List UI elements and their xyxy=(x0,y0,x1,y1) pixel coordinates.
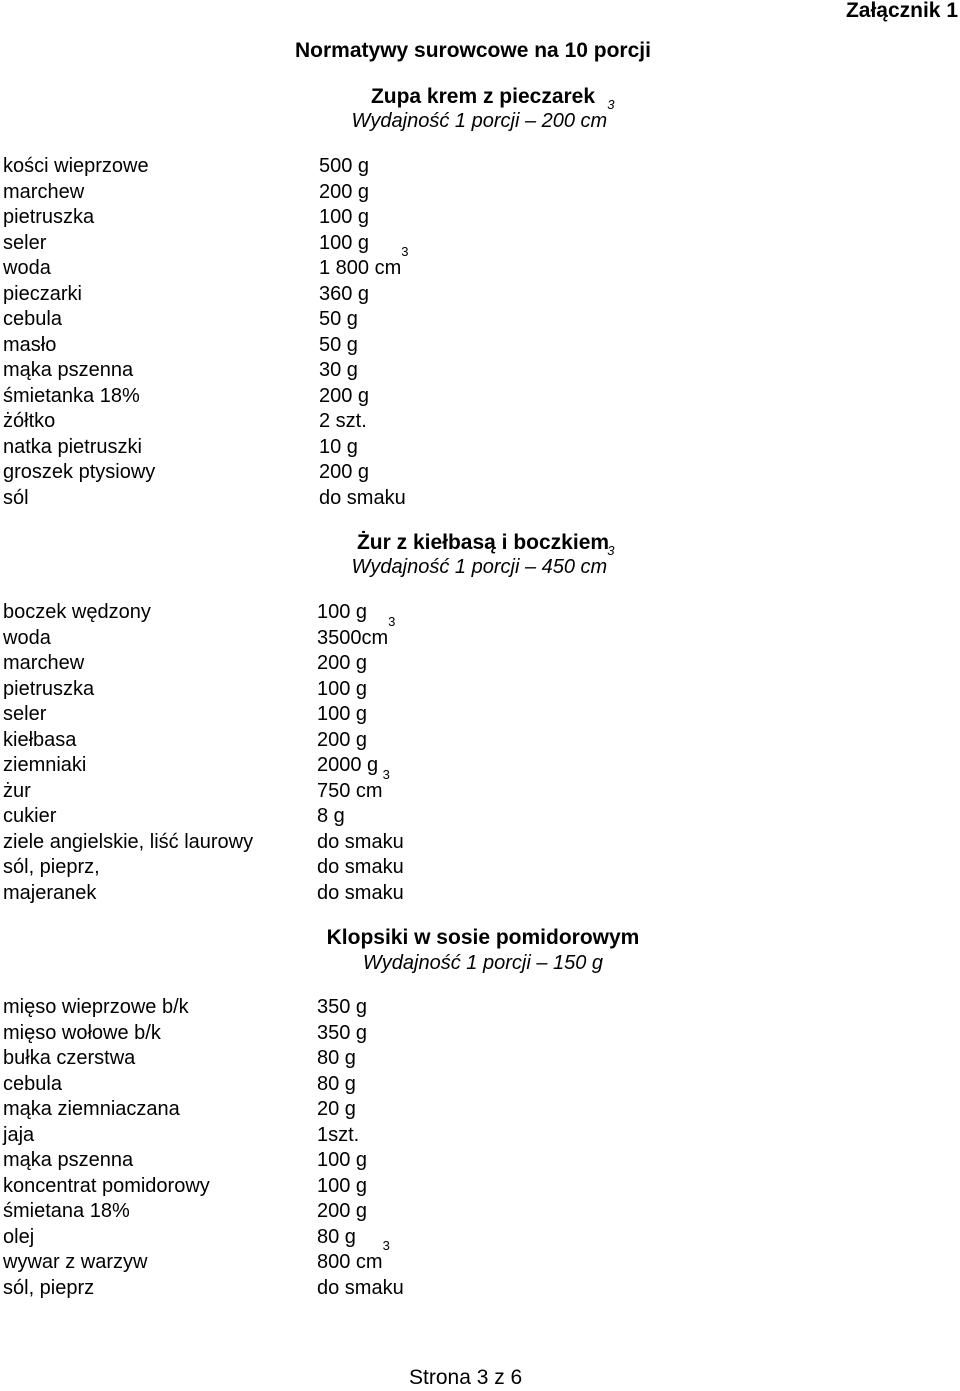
recipe-yield xyxy=(263,543,703,581)
ingredient-name: masło xyxy=(3,333,57,356)
ingredient-quantity xyxy=(317,753,378,779)
ingredient-quantity xyxy=(317,881,404,907)
ingredient-quantity-value: 750 cm xyxy=(317,779,383,802)
ingredient-name: wywar z warzyw xyxy=(3,1251,148,1273)
recipe-yield-text: Wydajność 1 porcji – 450 cm xyxy=(351,556,608,578)
ingredient-quantity xyxy=(319,384,369,410)
ingredient-quantity-value: 30 g xyxy=(319,359,358,381)
ingredient-quantity xyxy=(317,995,367,1021)
ingredient-quantity xyxy=(319,154,369,180)
ingredient-quantity-value: 10 g xyxy=(319,435,358,458)
ingredient-name: cebula xyxy=(3,308,62,330)
ingredient-name: natka pietruszki xyxy=(3,435,142,458)
ingredient-name: marchew xyxy=(3,652,85,674)
ingredient-quantity-value: 360 g xyxy=(319,282,370,305)
ingredient-quantity-value: 3500cm xyxy=(317,626,389,649)
ingredient-name: śmietana 18% xyxy=(3,1200,130,1222)
ingredient-quantity xyxy=(317,1046,356,1072)
ingredient-quantity xyxy=(317,677,367,703)
ingredient-name: sól, pieprz, xyxy=(3,856,100,878)
ingredient-quantity xyxy=(319,435,358,461)
ingredient-name: seler xyxy=(3,231,47,254)
recipe-yield xyxy=(263,951,703,977)
ingredient-quantity-value: 100 g xyxy=(317,601,368,623)
ingredient-quantity-value: 350 g xyxy=(317,996,368,1018)
ingredient-name: pieczarki xyxy=(3,282,82,305)
ingredient-quantity xyxy=(319,231,369,257)
ingredient-quantity-value: 500 g xyxy=(319,155,370,177)
ingredient-quantity-value: 80 g xyxy=(317,1047,356,1069)
ingredient-quantity-value: 200 g xyxy=(319,180,370,203)
ingredient-name: mięso wieprzowe b/k xyxy=(3,996,189,1018)
ingredient-quantity-value: 1szt. xyxy=(317,1123,360,1146)
ingredient-quantity xyxy=(317,702,367,728)
ingredient-quantity-value: 1 800 cm xyxy=(319,257,402,279)
ingredient-quantity-sup: 3 xyxy=(388,613,396,629)
ingredient-name: woda xyxy=(3,257,51,279)
recipe-yield xyxy=(263,97,703,135)
ingredient-name: bułka czerstwa xyxy=(3,1047,136,1069)
ingredient-quantity xyxy=(319,205,369,231)
ingredient-quantity-value: 2000 g xyxy=(317,754,379,776)
ingredient-quantity xyxy=(317,651,367,677)
ingredient-quantity-value: 50 g xyxy=(319,308,358,330)
page-title: Normatywy surowcowe na 10 porcji xyxy=(295,39,651,62)
ingredient-name: marchew xyxy=(3,180,85,203)
ingredient-quantity-value: 100 g xyxy=(319,231,370,254)
ingredient-quantity-value: do smaku xyxy=(317,856,404,878)
annex-label: Załącznik 1 xyxy=(845,0,958,22)
ingredient-quantity xyxy=(317,804,345,830)
ingredient-quantity xyxy=(319,307,358,333)
ingredient-quantity-value: 20 g xyxy=(317,1098,356,1120)
ingredient-name: groszek ptysiowy xyxy=(3,461,156,483)
ingredient-name: majeranek xyxy=(3,881,97,904)
ingredient-name: mięso wołowe b/k xyxy=(3,1021,161,1044)
ingredient-quantity-value: do smaku xyxy=(317,881,404,904)
ingredient-quantity xyxy=(319,358,358,384)
ingredient-quantity-value: 100 g xyxy=(317,703,368,725)
ingredient-quantity-value: 100 g xyxy=(317,1174,368,1197)
ingredient-quantity xyxy=(317,613,396,652)
ingredient-quantity xyxy=(317,1199,367,1225)
ingredient-quantity xyxy=(317,1238,390,1276)
ingredient-name: żur xyxy=(3,779,31,802)
ingredient-name: sól, pieprz xyxy=(3,1276,95,1299)
ingredient-name: woda xyxy=(3,626,51,649)
ingredient-quantity xyxy=(317,1097,356,1123)
ingredient-name: mąka ziemniaczana xyxy=(3,1098,180,1120)
ingredient-quantity xyxy=(317,1021,367,1047)
recipe-yield-text: Wydajność 1 porcji – 200 cm xyxy=(351,110,608,132)
ingredient-name: ziemniaki xyxy=(3,754,87,776)
ingredient-quantity-value: 200 g xyxy=(317,652,368,674)
ingredient-quantity xyxy=(317,600,367,626)
ingredient-name: mąka pszenna xyxy=(3,1149,134,1171)
recipe-title: Klopsiki w sosie pomidorowym xyxy=(326,926,640,949)
ingredient-quantity-value: 800 cm xyxy=(317,1251,383,1273)
ingredient-name: ziele angielskie, liść laurowy xyxy=(3,830,254,853)
ingredient-quantity-value: 350 g xyxy=(317,1021,368,1044)
ingredient-quantity xyxy=(317,1174,367,1200)
ingredient-quantity xyxy=(317,728,367,754)
ingredient-quantity xyxy=(319,333,358,359)
ingredient-quantity xyxy=(317,830,404,856)
ingredient-name: seler xyxy=(3,703,47,725)
ingredient-quantity-value: do smaku xyxy=(319,486,406,509)
ingredient-quantity-value: 100 g xyxy=(317,1149,368,1171)
ingredient-quantity xyxy=(319,486,406,512)
ingredient-quantity-sup: 3 xyxy=(382,766,390,782)
ingredient-quantity xyxy=(319,460,369,486)
recipe-title: Żur z kiełbasą i boczkiem xyxy=(356,531,610,554)
page-footer: Strona 3 z 6 xyxy=(409,1366,523,1389)
ingredient-quantity-sup: 3 xyxy=(401,244,409,259)
ingredient-quantity xyxy=(317,1148,367,1174)
ingredient-quantity xyxy=(317,766,390,805)
ingredient-quantity xyxy=(319,409,367,435)
recipe-yield-sup: 3 xyxy=(607,97,615,112)
ingredient-name: mąka pszenna xyxy=(3,359,134,381)
ingredient-name: cukier xyxy=(3,805,57,827)
ingredient-quantity-value: 200 g xyxy=(319,461,370,483)
ingredient-name: cebula xyxy=(3,1072,62,1095)
recipe-yield-sup: 3 xyxy=(607,543,615,558)
ingredient-name: śmietanka 18% xyxy=(3,384,140,407)
ingredient-name: koncentrat pomidorowy xyxy=(3,1174,210,1197)
ingredient-quantity xyxy=(319,180,369,206)
ingredient-quantity xyxy=(317,1276,404,1302)
ingredient-name: żółtko xyxy=(3,410,56,432)
ingredient-quantity xyxy=(317,1072,356,1098)
ingredient-quantity-value: 80 g xyxy=(317,1072,356,1095)
ingredient-quantity-value: 50 g xyxy=(319,333,358,356)
recipe-yield-text: Wydajność 1 porcji – 150 g xyxy=(362,952,604,974)
ingredient-quantity xyxy=(319,282,369,308)
ingredient-name: jaja xyxy=(3,1123,35,1146)
ingredient-name: kiełbasa xyxy=(3,728,77,751)
ingredient-name: kości wieprzowe xyxy=(3,155,149,177)
ingredient-name: olej xyxy=(3,1225,35,1248)
ingredient-quantity xyxy=(319,244,409,282)
ingredient-quantity-value: do smaku xyxy=(317,830,404,853)
ingredient-name: boczek wędzony xyxy=(3,601,151,623)
ingredient-quantity-value: do smaku xyxy=(317,1276,404,1299)
ingredient-quantity xyxy=(317,855,404,881)
ingredient-quantity-value: 2 szt. xyxy=(319,410,367,432)
ingredient-quantity xyxy=(317,1123,359,1149)
ingredient-quantity xyxy=(317,1225,356,1251)
ingredient-quantity-value: 200 g xyxy=(317,728,368,751)
ingredient-quantity-value: 80 g xyxy=(317,1225,356,1248)
ingredient-quantity-value: 100 g xyxy=(317,677,368,700)
ingredient-quantity-value: 200 g xyxy=(319,384,370,407)
ingredient-quantity-value: 8 g xyxy=(317,805,345,827)
ingredient-quantity-value: 100 g xyxy=(319,206,370,228)
ingredient-name: pietruszka xyxy=(3,677,95,700)
recipe-title: Zupa krem z pieczarek xyxy=(370,85,596,108)
ingredient-name: pietruszka xyxy=(3,206,95,228)
ingredient-name: sól xyxy=(3,486,29,509)
ingredient-quantity-value: 200 g xyxy=(317,1200,368,1222)
ingredient-quantity-sup: 3 xyxy=(382,1238,390,1253)
